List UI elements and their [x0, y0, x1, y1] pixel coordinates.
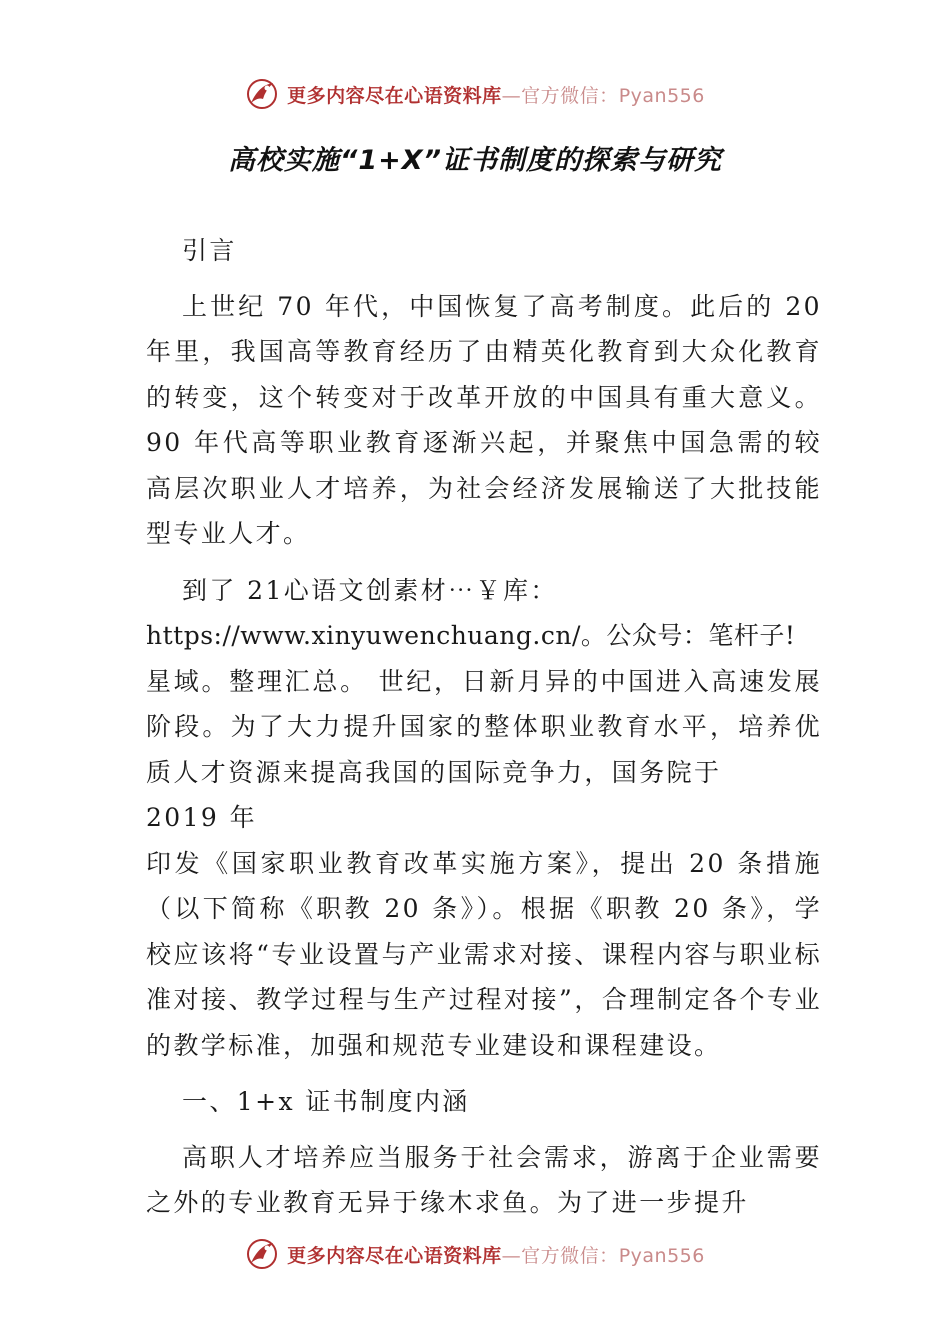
banner-text	[287, 81, 705, 108]
paragraph-1: 上世纪 70 年代，中国恢复了高考制度。此后的 20 年里，我国高等教育经历了由精英化教育到大众化教育的转变，这个转变对于改革开放的中国具有重大意义。90 年代高等职业教育逐渐兴起，并聚焦中国急需的较高层次职业人才培养，为社会经济发展输送了大批技能型专业人才。	[146, 291, 822, 548]
paragraph-2-year: 2019 年	[146, 803, 257, 832]
document-body	[146, 228, 822, 1237]
banner-wechat-label: —官方微信：	[501, 1244, 619, 1267]
banner-library-name: 更多内容尽在心语资料库	[287, 84, 502, 107]
banner-wechat-label: —官方微信：	[501, 84, 619, 107]
footer-banner	[0, 1234, 950, 1274]
document-title: 高校实施“1+X”证书制度的探索与研究	[227, 145, 722, 176]
header-banner	[0, 74, 950, 114]
paragraph-2-tail: 印发《国家职业教育改革实施方案》，提出 20 条措施（以下简称《职教 20 条》）。根据《职教 20 条》，学校应该将“专业设置与产业需求对接、课程内容与职业标准对接、教学过程与生产过程对接”，合理制定各个专业的教学标准，加强和规范专业建设和课程建设。	[146, 848, 822, 1060]
banner-library-name: 更多内容尽在心语资料库	[287, 1244, 502, 1267]
paragraph-2-url-line: https://www.xinyuwenchuang.cn/。公众号：笔杆子!	[146, 621, 796, 650]
paragraph-2	[146, 568, 822, 614]
banner-wechat-id: Pyan556	[618, 1244, 705, 1267]
section-1-heading: 一、1+x 证书制度内涵	[182, 1087, 470, 1116]
brand-logo-icon	[245, 77, 279, 111]
banner-wechat-id: Pyan556	[618, 84, 705, 107]
banner-text	[287, 1241, 705, 1268]
brand-logo-icon	[245, 1237, 279, 1271]
intro-heading: 引言	[182, 236, 237, 265]
paragraph-3: 高职人才培养应当服务于社会需求，游离于企业需要之外的专业教育无异于缘木求鱼。为了进一步提升	[146, 1142, 822, 1217]
paragraph-2-body: 星域。整理汇总。 世纪，日新月异的中国进入高速发展阶段。为了大力提升国家的整体职业教育水平，培养优质人才资源来提高我国的国际竞争力，国务院于	[146, 666, 822, 787]
paragraph-2-lead: 到了 21心语文创素材⋯￥库：	[182, 575, 558, 605]
